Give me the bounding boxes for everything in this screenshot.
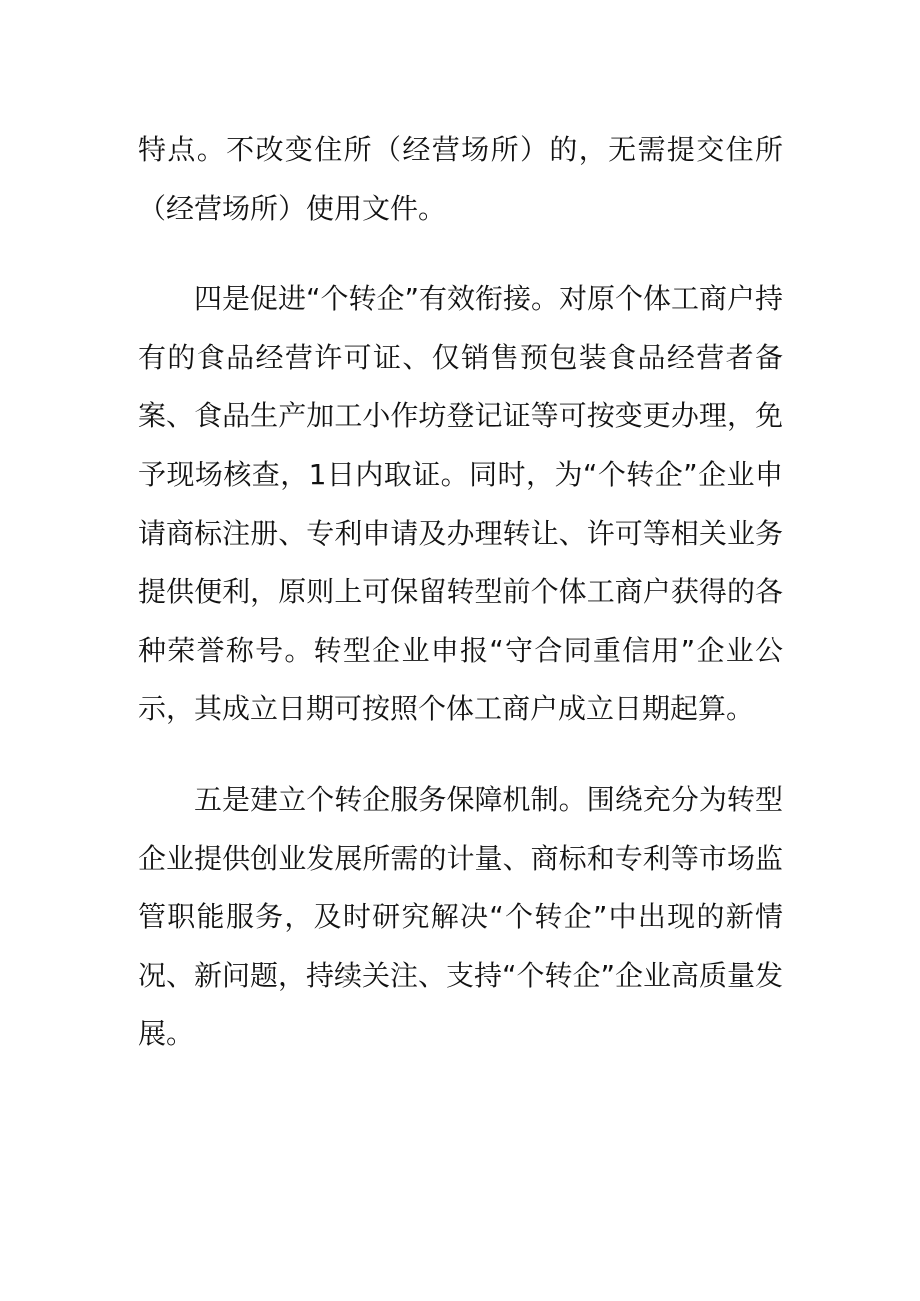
document-body [138,121,783,1064]
paragraph-five: 五是建立个转企服务保障机制。围绕充分为转型企业提供创业发展所需的计量、商标和专利等市场监管职能服务，及时研究解决“个转企”中出现的新情况、新问题，持续关注、支持“个转企”企业高质量发展。 [138,782,784,1051]
paragraph-continuation: 特点。不改变住所（经营场所）的，无需提交住所（经营场所）使用文件。 [138,133,783,225]
paragraph-four: 四是促进“个转企”有效衔接。对原个体工商户持有的食品经营许可证、仅销售预包装食品经营者备案、食品生产加工小作坊登记证等可按变更办理，免予现场核查，1日内取证。同时，为“个转企”企业申请商标注册、专利申请及办理转让、许可等相关业务提供便利，原则上可保留转型前个体工商户获得的各种荣誉称号。转型企业申报“守合同重信用”企业公示，其成立日期可按照个体工商户成立日期起算。 [138,282,784,726]
